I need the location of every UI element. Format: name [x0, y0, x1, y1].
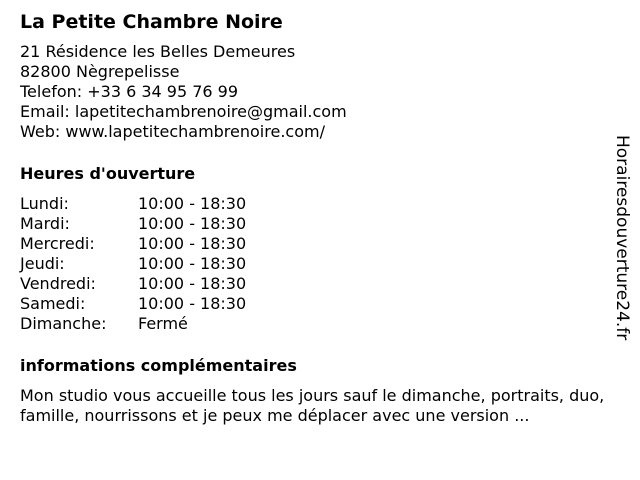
address-line-2: 82800 Nègrepelisse: [20, 62, 180, 81]
hours-time: 10:00 - 18:30: [138, 294, 247, 313]
watermark-text: Horairesdouverture24.fr: [612, 135, 632, 341]
hours-time: 10:00 - 18:30: [138, 214, 247, 233]
phone-line: Telefon: +33 6 34 95 76 99: [20, 82, 239, 101]
info-heading: informations complémentaires: [20, 356, 297, 375]
hours-row: [20, 234, 610, 254]
business-card: [20, 10, 610, 426]
hours-time: 10:00 - 18:30: [138, 234, 247, 253]
hours-day: Samedi:: [20, 294, 86, 313]
email-line: Email: lapetitechambrenoire@gmail.com: [20, 102, 347, 121]
hours-time: 10:00 - 18:30: [138, 194, 247, 213]
hours-heading: Heures d'ouverture: [20, 164, 196, 183]
hours-day: Lundi:: [20, 194, 69, 213]
hours-row: [20, 214, 610, 234]
hours-time: 10:00 - 18:30: [138, 274, 247, 293]
web-line: Web: www.lapetitechambrenoire.com/: [20, 122, 325, 141]
hours-time: 10:00 - 18:30: [138, 254, 247, 273]
hours-row: [20, 194, 610, 214]
address-line-1: 21 Résidence les Belles Demeures: [20, 42, 296, 61]
hours-table: [20, 194, 610, 334]
hours-day: Mardi:: [20, 214, 70, 233]
hours-day: Jeudi:: [20, 254, 65, 273]
hours-day: Dimanche:: [20, 314, 107, 333]
hours-time: Fermé: [138, 314, 188, 333]
hours-row: [20, 274, 610, 294]
info-text: Mon studio vous accueille tous les jours sauf le dimanche, portraits, duo, famille, nourrissons et je peux me déplacer avec une version ...: [20, 386, 605, 425]
hours-row: [20, 254, 610, 274]
hours-day: Mercredi:: [20, 234, 95, 253]
business-name: La Petite Chambre Noire: [20, 11, 283, 33]
hours-row: [20, 294, 610, 314]
hours-day: Vendredi:: [20, 274, 96, 293]
hours-row: [20, 314, 610, 334]
